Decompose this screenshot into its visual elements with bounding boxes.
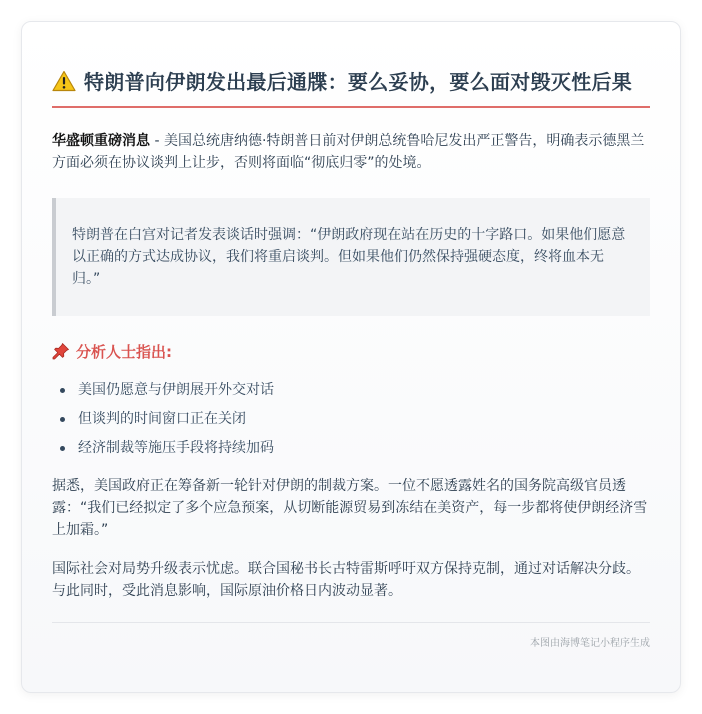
analyst-points-list	[52, 376, 650, 463]
footer-credit: 本图由海博笔记小程序生成	[530, 638, 650, 649]
lead-text: - 美国总统唐纳德·特朗普日前对伊朗总统鲁哈尼发出严正警告，明确表示德黑兰方面必须在协议谈判上让步，否则将面临“彻底归零”的处境。	[52, 133, 645, 171]
list-item: 经济制裁等施压手段将持续加码	[52, 434, 650, 463]
analyst-heading-text: 分析人士指出:	[76, 343, 172, 361]
bullet-icon	[60, 446, 65, 451]
footer-divider	[52, 622, 650, 623]
body-paragraph-sanctions: 据悉，美国政府正在筹备新一轮针对伊朗的制裁方案。一位不愿透露姓名的国务院高级官员透露：“我们已经拟定了多个应急预案，从切断能源贸易到冻结在美资产，每一步都将使伊朗经济雪上加霜。”	[52, 478, 648, 538]
lead-paragraph	[52, 130, 650, 174]
lead-source: 华盛顿重磅消息	[52, 133, 150, 149]
list-item: 美国仍愿意与伊朗展开外交对话	[52, 376, 650, 405]
bullet-icon	[60, 388, 65, 393]
warning-icon	[52, 70, 76, 92]
list-item: 但谈判的时间窗口正在关闭	[52, 405, 650, 434]
article-card	[21, 21, 681, 693]
analyst-heading	[52, 342, 650, 362]
body-paragraph-international: 国际社会对局势升级表示忧虑。联合国秘书长古特雷斯呼吁双方保持克制，通过对话解决分歧。与此同时，受此消息影响，国际原油价格日内波动显著。	[52, 561, 640, 599]
title-divider	[52, 106, 650, 108]
quote-block	[52, 198, 650, 316]
quote-text: 特朗普在白宫对记者发表谈话时强调：“伊朗政府现在站在历史的十字路口。如果他们愿意以正确的方式达成协议，我们将重启谈判。但如果他们仍然保持强硬态度，终将血本无归。”	[72, 227, 626, 287]
pushpin-icon	[52, 342, 70, 360]
article-title	[52, 68, 650, 97]
article-title-text: 特朗普向伊朗发出最后通牒：要么妥协，要么面对毁灭性后果	[84, 70, 633, 94]
bullet-icon	[60, 417, 65, 422]
